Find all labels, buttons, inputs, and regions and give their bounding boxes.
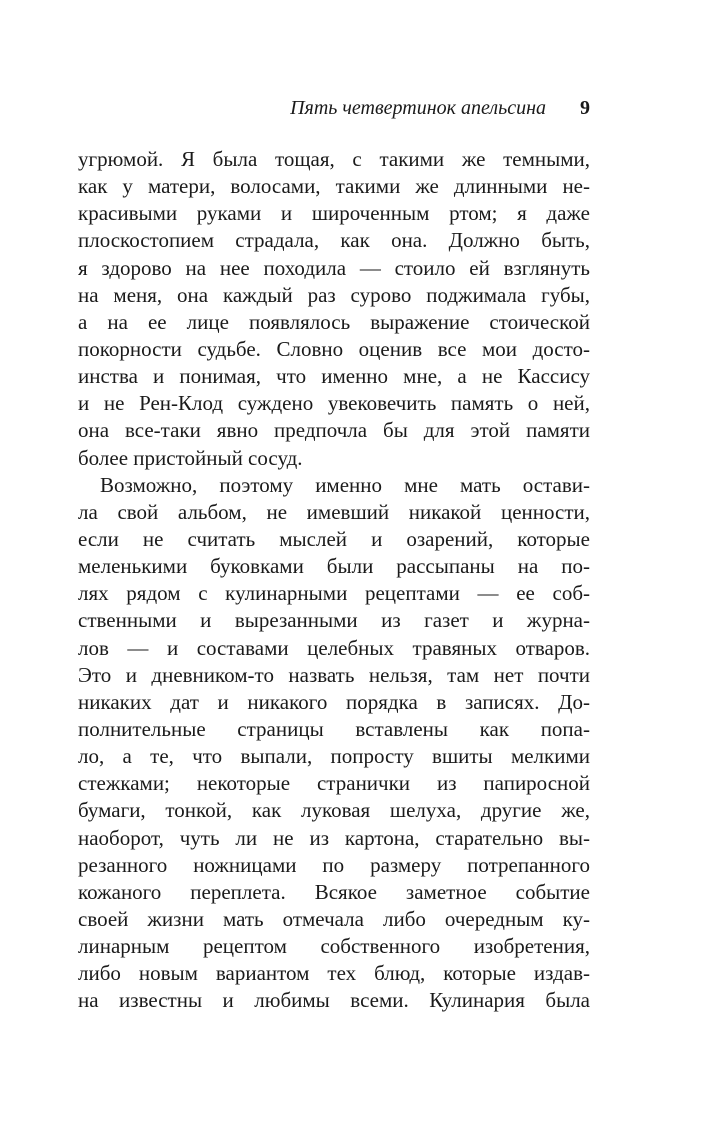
text-line: либо новым вариантом тех блюд, которые издав- bbox=[78, 961, 590, 986]
text-line: своей жизни мать отмечала либо очередным ку- bbox=[78, 906, 590, 931]
text-line: если не считать мыслей и озарений, которые bbox=[78, 526, 590, 551]
paragraph-2 bbox=[78, 472, 590, 1015]
text-line: угрюмой. Я была тощая, с такими же темными, bbox=[78, 147, 590, 171]
text-line: ственными и вырезанными из газет и журна- bbox=[78, 608, 590, 633]
text-line: линарным рецептом собственного изобретения, bbox=[78, 934, 590, 959]
text-line: на меня, она каждый раз сурово поджимала губы, bbox=[78, 282, 590, 307]
text-line: на известны и любимы всеми. Кулинария была bbox=[78, 988, 590, 1013]
text-line: она все-таки явно предпочла бы для этой памяти bbox=[78, 418, 590, 443]
text-line: инства и понимая, что именно мне, а не Кассису bbox=[78, 364, 590, 389]
text-line: наоборот, чуть ли не из картона, старательно вы- bbox=[78, 825, 590, 850]
text-line: ла свой альбом, не имевший никакой ценности, bbox=[78, 499, 590, 524]
paragraph-1 bbox=[78, 146, 590, 472]
running-title: Пять четвертинок апельсина bbox=[290, 97, 546, 119]
body-text bbox=[78, 146, 590, 1015]
text-line: кожаного переплета. Всякое заметное событие bbox=[78, 879, 590, 904]
text-line: покорности судьбе. Словно оценив все мои досто- bbox=[78, 336, 590, 361]
text-line: Возможно, поэтому именно мне мать остави- bbox=[100, 472, 590, 497]
text-line: Это и дневником-то назвать нельзя, там нет почти bbox=[78, 662, 590, 687]
text-line: никаких дат и никакого порядка в записях. До- bbox=[78, 689, 590, 714]
text-line: резанного ножницами по размеру потрепанного bbox=[78, 852, 590, 877]
text-line: красивыми руками и широченным ртом; я даже bbox=[78, 201, 590, 226]
text-line: лов — и составами целебных травяных отваров. bbox=[78, 635, 590, 660]
text-line: и не Рен-Клод суждено увековечить память о ней, bbox=[78, 391, 590, 416]
text-line: стежками; некоторые странички из папиросной bbox=[78, 771, 590, 796]
text-line: лях рядом с кулинарными рецептами — ее соб- bbox=[78, 581, 590, 606]
text-line: более пристойный сосуд. bbox=[78, 445, 303, 470]
running-head bbox=[78, 96, 590, 120]
text-line: полнительные страницы вставлены как попа- bbox=[78, 716, 590, 741]
text-line: ло, а те, что выпали, попросту вшиты мелкими bbox=[78, 744, 590, 769]
text-line: плоскостопием страдала, как она. Должно быть, bbox=[78, 228, 590, 253]
text-line: я здорово на нее походила — стоило ей взглянуть bbox=[78, 255, 590, 280]
text-line: бумаги, тонкой, как луковая шелуха, другие же, bbox=[78, 798, 590, 823]
text-line: меленькими буковками были рассыпаны на по- bbox=[78, 554, 590, 579]
page-number: 9 bbox=[580, 97, 590, 119]
text-line: как у матери, волосами, такими же длинными не- bbox=[78, 174, 590, 199]
text-line: а на ее лице появлялось выражение стоической bbox=[78, 309, 590, 334]
